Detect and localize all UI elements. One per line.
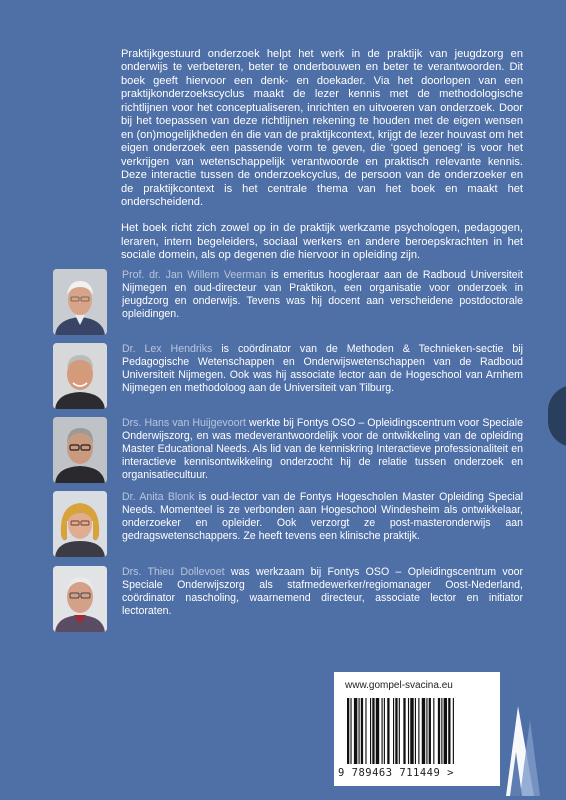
author-description: is coördinator van de Methoden & Technieken-sectie bij Pedagogische Wetenschappen en Onderwijswetenschappen van de Radboud Universiteit Nijmegen. Ook was hij associate lector aan de Hogeschool van Arnhem Nijmegen en methodoloog aan de Universiteit van Tilburg. xyxy=(122,343,523,394)
publisher-logo xyxy=(500,706,545,796)
isbn-number: 9 789463 711449 > xyxy=(338,767,454,779)
blurb-paragraph-1: Praktijkgestuurd onderzoek helpt het werk in de praktijk van jeugdzorg en onderwijs te verbeteren, beter te onderbouwen en beter te verantwoorden. Dit boek geeft hiervoor een denk- en doekader. Via het doorlopen van een praktijkonderzoekscyclus maakt de lezer kennis met de methodologische richtlijnen voor het conceptualiseren, inrichten en uitvoeren van onderzoek. Door bij het toepassen van deze richtlijnen rekening te houden met de eigen wensen en (on)mogelijkheden én die van de praktijkcontext, krijgt de lezer houvast om het eigen onderzoek een passende vorm te geven, die ‘goed genoeg’ is voor het verkrijgen van wetenschappelijk verantwoorde en praktisch relevante kennis. Deze interactie tussen de onderzoekcyclus, de persoon van de onderzoeker en de praktijkcontext is het centrale thema van het boek en maakt het onderscheidend. xyxy=(121,48,523,208)
author-name: Prof. dr. Jan Willem Veerman xyxy=(122,269,267,281)
author-photo xyxy=(53,343,107,409)
author-photo xyxy=(53,566,107,632)
author-description: was werkzaam bij Fontys OSO – Opleidingscentrum voor Speciale Onderwijszorg als stafmedewerker/regiomanager Oost-Nederland, coördinator nascholing, waarnemend directeur, associate lector en initiator lectoraten. xyxy=(122,566,524,617)
barcode-panel xyxy=(334,672,500,786)
blurb-paragraph-2: Het boek richt zich zowel op in de praktijk werkzame psychologen, pedagogen, leraren, intern begeleiders, sociaal werkers en andere beroepskrachten in het sociale domein, als op degenen die hiervoor in opleiding zijn. xyxy=(121,222,523,262)
isbn-barcode xyxy=(347,698,487,764)
author-name: Dr. Anita Blonk xyxy=(122,491,195,503)
author-photo xyxy=(53,269,107,335)
author-name: Dr. Lex Hendriks xyxy=(122,343,213,355)
author-photo xyxy=(53,491,107,557)
author-photo xyxy=(53,417,107,483)
author-description: is emeritus hoogleraar aan de Radboud Universiteit Nijmegen en oud-directeur van Praktikon, een organisatie voor onderzoek in jeugdzorg en onderwijs. Tevens was hij docent aan verscheidene postdoctorale opleidingen. xyxy=(122,269,523,320)
author-name: Drs. Hans van Huijgevoort xyxy=(122,417,246,429)
author-name: Drs. Thieu Dollevoet xyxy=(122,566,225,578)
spine-tab xyxy=(548,385,566,447)
publisher-url: www.gompel-svacina.eu xyxy=(345,680,453,691)
blurb xyxy=(121,48,523,276)
author-description: is oud-lector van de Fontys Hogescholen Master Opleiding Special Needs. Momenteel is ze verbonden aan Hogeschool Windesheim als ontwikkelaar, onderzoeker en opleider. Ook verzorgt ze post-masteronderwijs aan gedragswetenschappers. Ze heeft tevens een klinische praktijk. xyxy=(122,491,523,542)
author-description: werkte bij Fontys OSO – Opleidingscentrum voor Speciale Onderwijszorg, en was medeverantwoordelijk voor de ontwikkeling van de opleiding Master Educational Needs. Als lid van de kenniskring Interactieve professionaliteit en interactieve kennisontwikkeling onderzocht hij de relatie tussen onderzoek en organisatiecultuur. xyxy=(122,417,523,481)
